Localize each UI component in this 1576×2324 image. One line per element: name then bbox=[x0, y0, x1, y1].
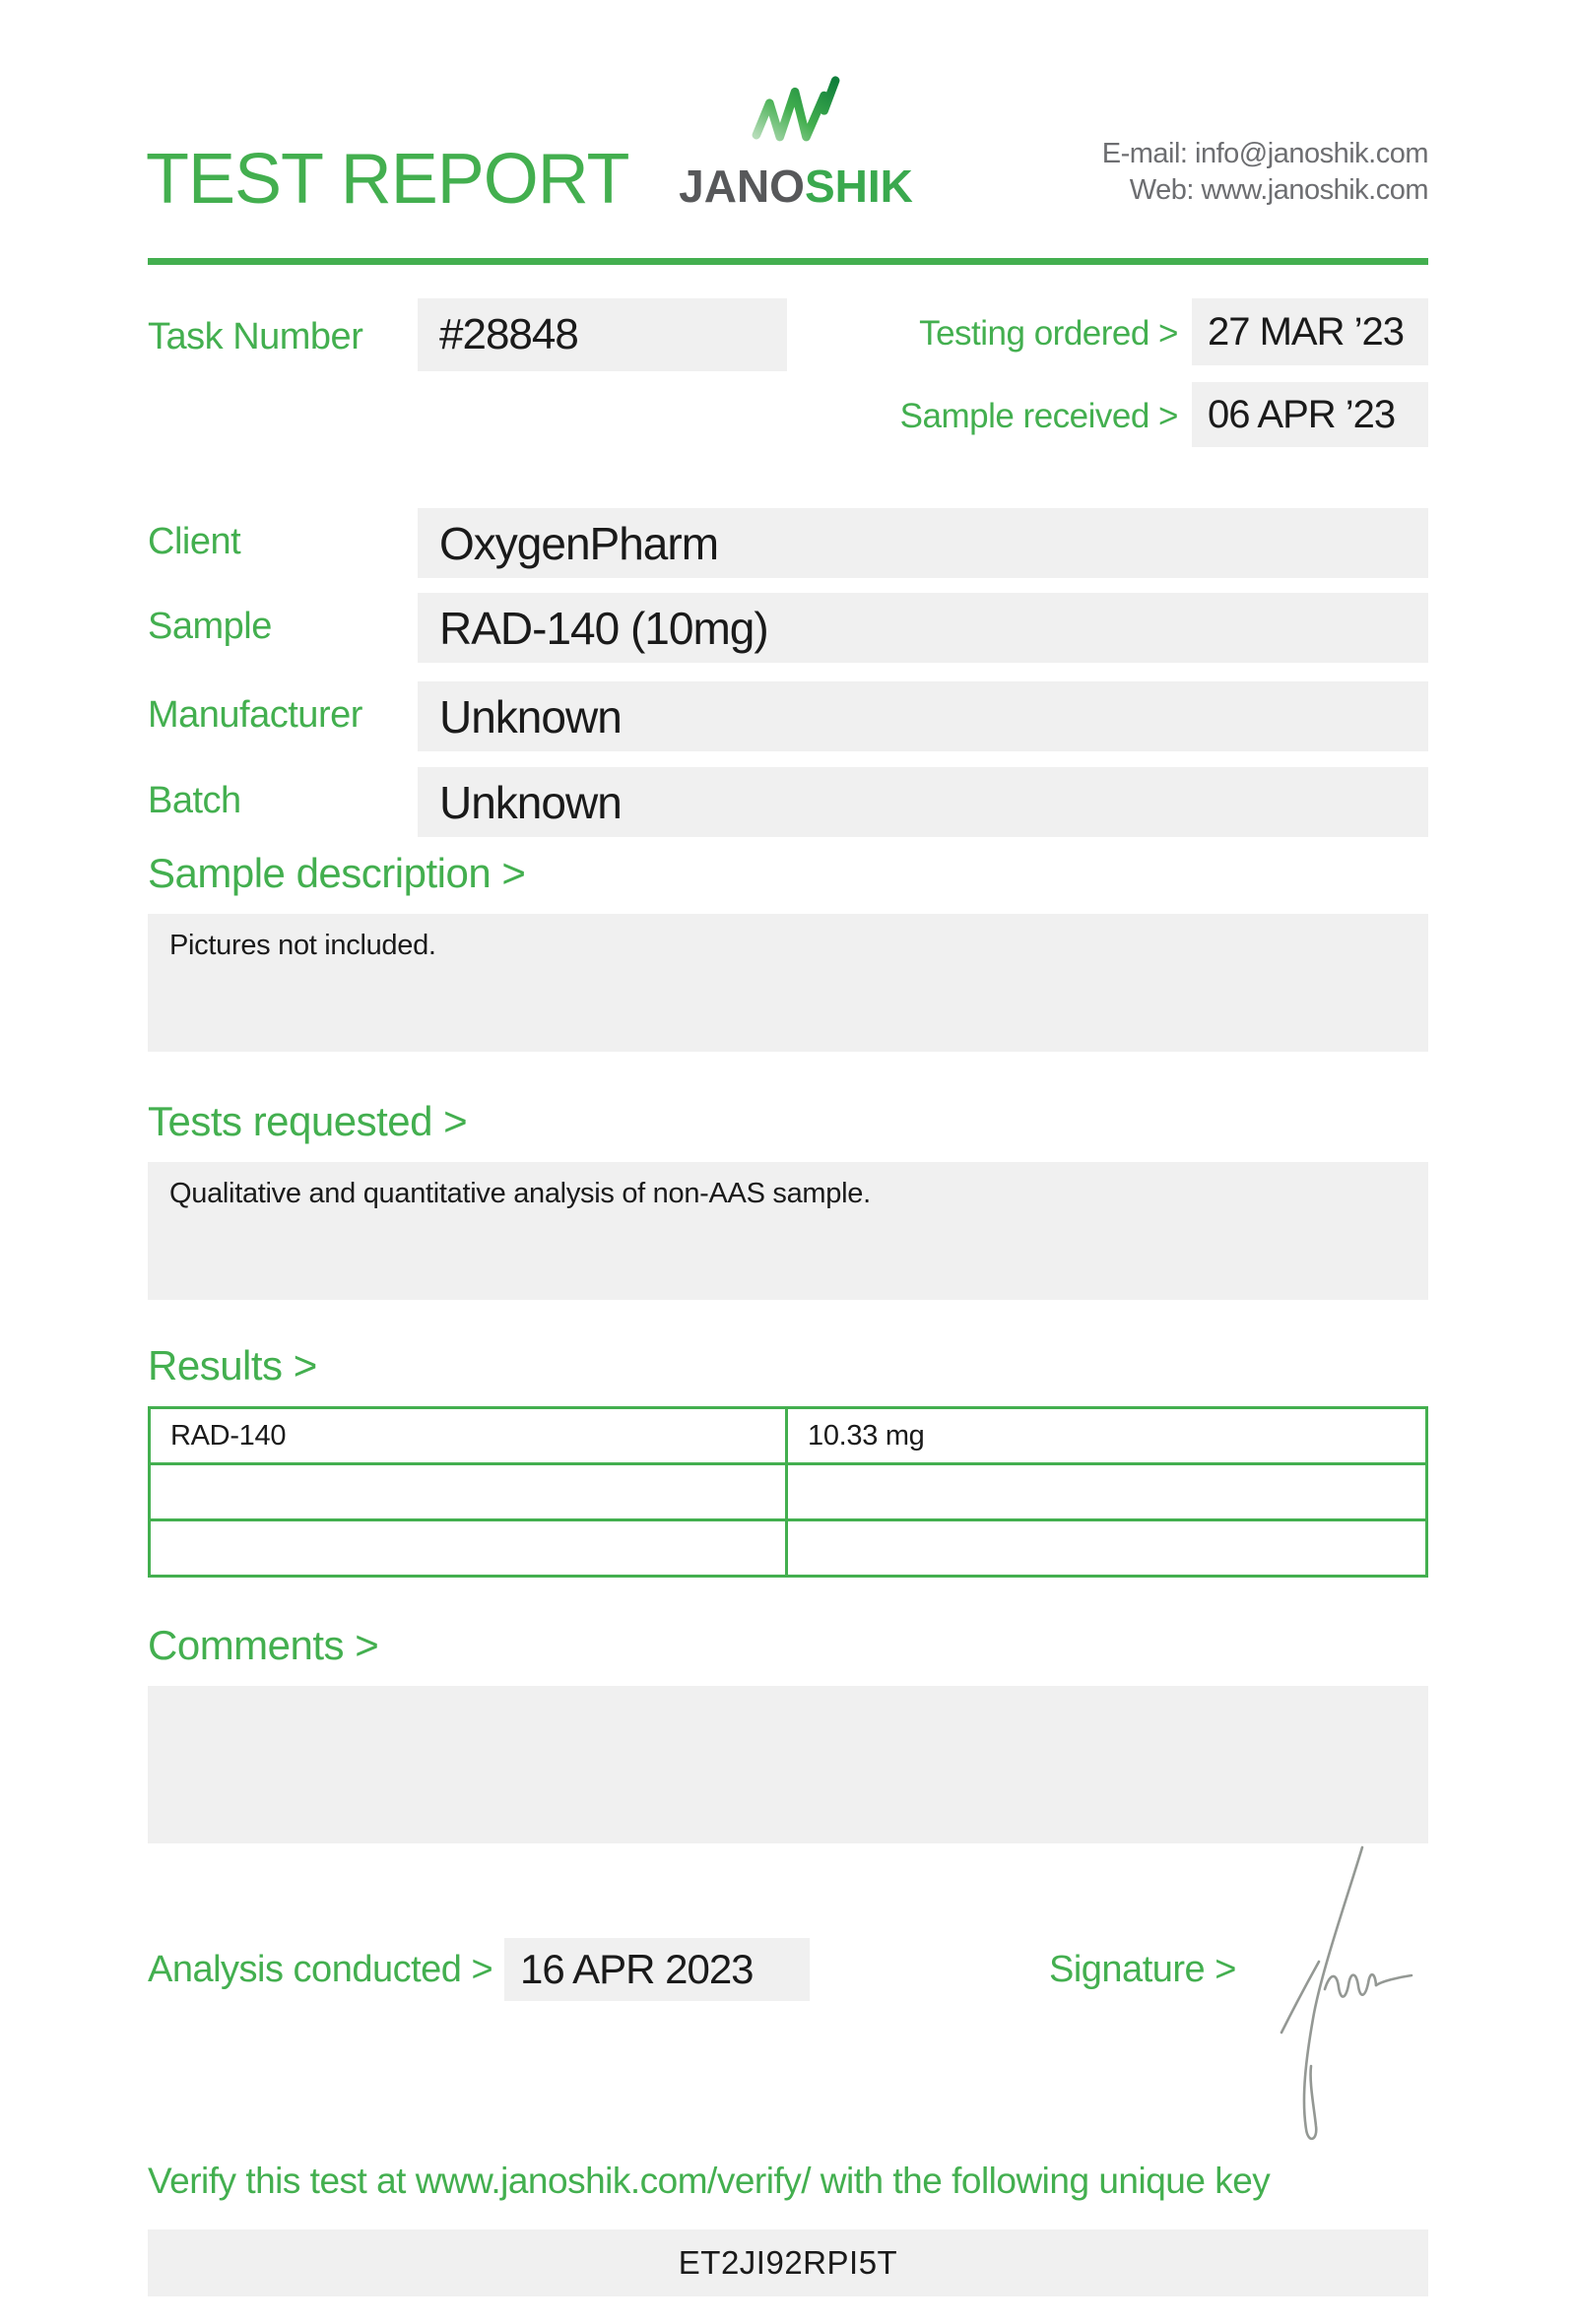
sample-label: Sample bbox=[148, 606, 272, 647]
result-analyte: RAD-140 bbox=[150, 1408, 787, 1464]
task-number-value: #28848 bbox=[418, 298, 787, 371]
result-analyte bbox=[150, 1464, 787, 1520]
result-value bbox=[787, 1464, 1427, 1520]
logo-text-shik: SHIK bbox=[804, 161, 913, 212]
table-row bbox=[150, 1464, 1427, 1520]
client-value: OxygenPharm bbox=[418, 508, 1428, 578]
sample-received-label: Sample received > bbox=[899, 397, 1178, 435]
growth-chart-icon bbox=[749, 75, 843, 160]
result-value bbox=[787, 1520, 1427, 1577]
contact-web: Web: www.janoshik.com bbox=[1129, 174, 1428, 206]
manufacturer-value: Unknown bbox=[418, 681, 1428, 751]
sample-value: RAD-140 (10mg) bbox=[418, 593, 1428, 663]
contact-email: E-mail: info@janoshik.com bbox=[1101, 138, 1428, 169]
manufacturer-label: Manufacturer bbox=[148, 694, 362, 736]
table-row bbox=[150, 1520, 1427, 1577]
header-divider bbox=[148, 258, 1428, 265]
task-number-label: Task Number bbox=[148, 316, 363, 357]
client-label: Client bbox=[148, 521, 241, 562]
signature-label: Signature > bbox=[1049, 1949, 1236, 1990]
testing-ordered-value: 27 MAR ’23 bbox=[1192, 298, 1428, 365]
sample-description-box: Pictures not included. bbox=[148, 914, 1428, 1052]
unique-key-value: ET2JI92RPI5T bbox=[678, 2244, 898, 2281]
contact-info bbox=[1102, 136, 1428, 209]
analysis-conducted-label: Analysis conducted > bbox=[148, 1949, 493, 1990]
logo-text-jano: JANO bbox=[679, 161, 805, 212]
comments-heading: Comments > bbox=[148, 1622, 379, 1668]
results-table bbox=[148, 1406, 1428, 1578]
result-value: 10.33 mg bbox=[787, 1408, 1427, 1464]
tests-requested-box: Qualitative and quantitative analysis of non-AAS sample. bbox=[148, 1162, 1428, 1300]
verify-instruction: Verify this test at www.janoshik.com/verify/ with the following unique key bbox=[148, 2161, 1271, 2201]
comments-box bbox=[148, 1686, 1428, 1843]
batch-label: Batch bbox=[148, 780, 241, 821]
results-heading: Results > bbox=[148, 1342, 317, 1388]
sample-description-heading: Sample description > bbox=[148, 850, 526, 896]
logo-wordmark bbox=[678, 161, 914, 212]
handwritten-signature bbox=[1266, 1840, 1423, 2160]
batch-value: Unknown bbox=[418, 767, 1428, 837]
table-row bbox=[150, 1408, 1427, 1464]
page-title: TEST REPORT bbox=[146, 140, 629, 219]
analysis-conducted-value: 16 APR 2023 bbox=[504, 1938, 810, 2001]
unique-key-box bbox=[148, 2229, 1428, 2296]
testing-ordered-label: Testing ordered > bbox=[919, 314, 1178, 353]
janoshik-logo bbox=[678, 75, 914, 212]
tests-requested-heading: Tests requested > bbox=[148, 1098, 468, 1144]
result-analyte bbox=[150, 1520, 787, 1577]
sample-received-value: 06 APR ’23 bbox=[1192, 382, 1428, 447]
